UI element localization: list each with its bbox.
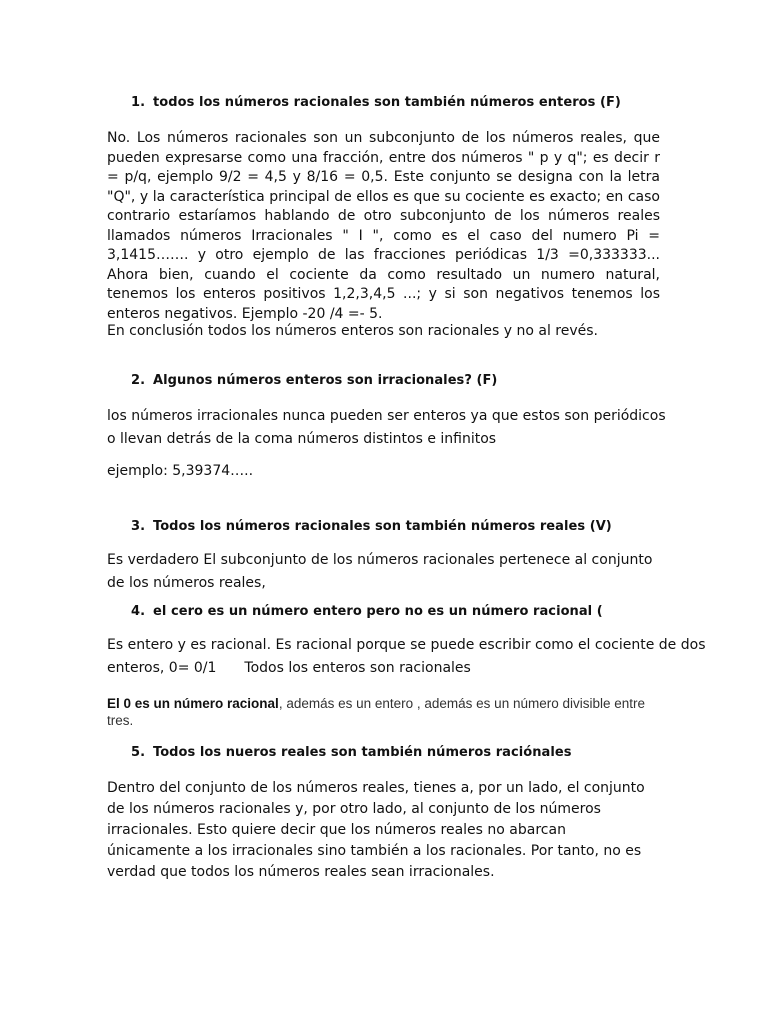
question-1-number: 1. — [131, 95, 146, 110]
answer-4-body — [107, 634, 706, 680]
question-2-text: Algunos números enteros son irracionales? (F) — [153, 373, 498, 388]
question-5-text: Todos los nueros reales son también números raciónales — [153, 745, 572, 760]
answer-1-body: No. Los números racionales son un subconjunto de los números reales, que pueden expresarse como una fracción, entre dos números " p y q"; es decir r = p/q, ejemplo 9/2 = 4,5 y 8/16 = 0,5. Este conjunto se designa con la letra "Q", y la característica principal de ellos es que su cociente es exacto; en caso contrario estaríamos hablando de otro subconjunto de los números reales llamados números Irracionales " I ", como es el caso del numero Pi = 3,1415……. y otro ejemplo de las fracciones periódicas 1/3 =0,333333... Ahora bien, cuando el cociente da como resultado un numero natural, tenemos los enteros positivos 1,2,3,4,5 ...; y si son negativos tenemos los enteros negativos. Ejemplo -20 /4 =- 5. — [107, 130, 660, 322]
answer-2-body: los números irracionales nunca pueden ser enteros ya que estos son periódicos o llevan detrás de la coma números distintos e infinitos — [107, 408, 666, 447]
question-4-number: 4. — [131, 604, 146, 619]
question-3-heading — [131, 519, 612, 534]
answer-1-conclusion: En conclusión todos los números enteros son racionales y no al revés. — [107, 323, 599, 339]
question-4-heading — [131, 604, 603, 619]
answer-3-body: Es verdadero El subconjunto de los números racionales pertenece al conjunto de los números reales, — [107, 552, 653, 591]
question-2-number: 2. — [131, 373, 146, 388]
answer-2-example: ejemplo: 5,39374….. — [107, 463, 254, 479]
question-1-text: todos los números racionales son también números enteros (F) — [153, 95, 621, 110]
question-1-heading — [131, 95, 621, 110]
answer-4-line-2 — [107, 657, 667, 680]
question-2-heading — [131, 373, 497, 388]
answer-4-note-bold: El 0 es un número racional — [107, 696, 279, 711]
answer-4-line-2-a: enteros, 0= 0/1 — [107, 660, 217, 676]
answer-4-line-1: Es entero y es racional. Es racional porque se puede escribir como el cociente de dos — [107, 637, 706, 653]
answer-4-note — [107, 695, 662, 729]
question-5-heading — [131, 745, 572, 760]
question-4-text: el cero es un número entero pero no es un número racional ( — [153, 604, 603, 619]
answer-4-line-2-b: Todos los enteros son racionales — [244, 660, 471, 676]
question-3-text: Todos los números racionales son también números reales (V) — [153, 519, 612, 534]
question-3-number: 3. — [131, 519, 146, 534]
answer-5-body: Dentro del conjunto de los números reales, tienes a, por un lado, el conjunto de los números racionales y, por otro lado, al conjunto de los números irracionales. Esto quiere decir que los números reales no abarcan únicamente a los irracionales sino también a los racionales. Por tanto, no es verdad que todos los números reales sean irracionales. — [107, 780, 645, 880]
question-5-number: 5. — [131, 745, 146, 760]
answer-4-note-rest: , además es un entero , además es un número divisible entre tres. — [107, 696, 646, 728]
